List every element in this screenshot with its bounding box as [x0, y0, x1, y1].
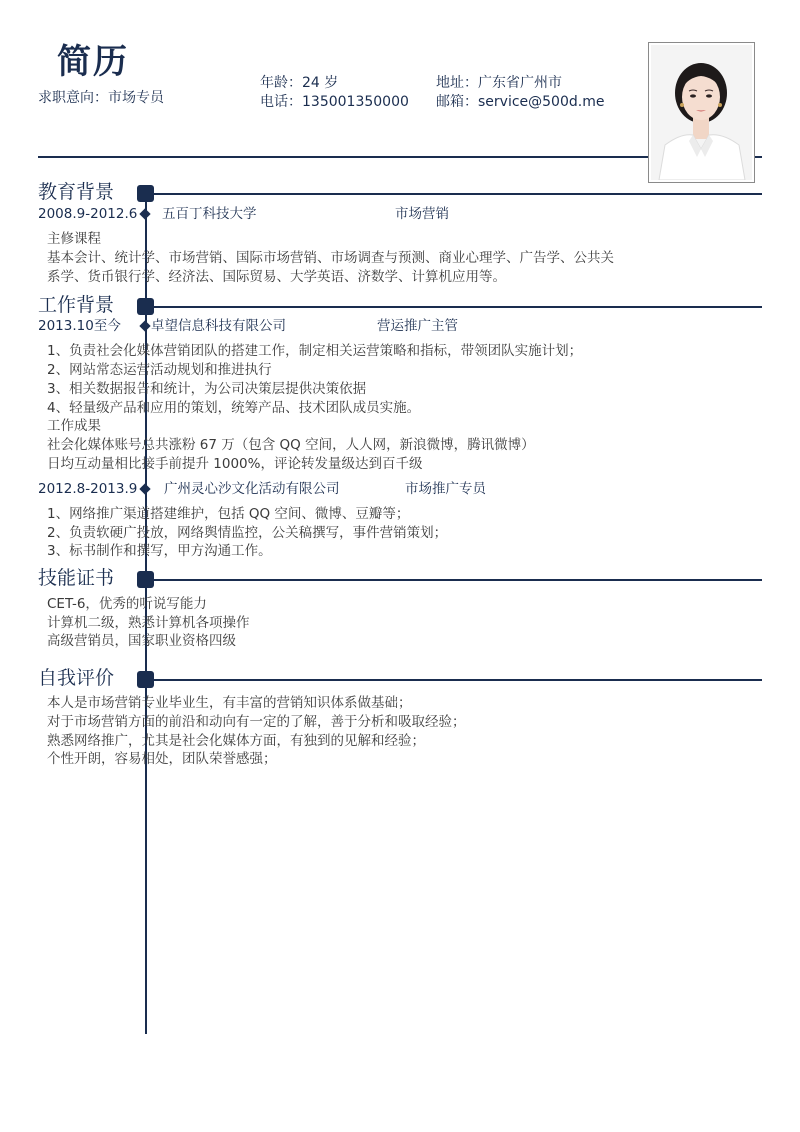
- section-title-work: 工作背景: [38, 294, 115, 316]
- email-info: 邮箱：service@500d.me: [436, 94, 605, 110]
- section-marker-self: [137, 671, 154, 688]
- job2-period: 2012.8-2013.9: [38, 481, 138, 497]
- job1-results-title: 工作成果: [47, 418, 101, 434]
- skill-item: CET-6，优秀的听说写能力: [47, 596, 207, 612]
- job2-duty: 2、负责软硬广投放，网络舆情监控，公关稿撰写，事件营销策划；: [47, 525, 448, 541]
- courses-line-1: 基本会计、统计学、市场营销、国际市场营销、市场调查与预测、商业心理学、广告学、公共关: [47, 250, 614, 266]
- section-marker-skills: [137, 571, 154, 588]
- job1-result: 社会化媒体账号总共涨粉 67 万（包含 QQ 空间，人人网，新浪微博，腾讯微博）: [47, 437, 535, 453]
- education-major: 市场营销: [395, 206, 449, 222]
- section-rule-education: [154, 193, 762, 195]
- job1-company: 卓望信息科技有限公司: [151, 318, 286, 334]
- job1-period: 2013.10至今: [38, 318, 121, 334]
- section-title-skills: 技能证书: [38, 567, 115, 589]
- job1-duty: 4、轻量级产品和应用的策划，统筹产品、技术团队成员实施。: [47, 400, 421, 416]
- courses-title: 主修课程: [47, 231, 101, 247]
- resume-title: 简历: [57, 42, 129, 82]
- section-title-self: 自我评价: [38, 667, 115, 689]
- skill-item: 计算机二级，熟悉计算机各项操作: [47, 615, 250, 631]
- header-divider: [38, 156, 648, 158]
- section-title-education: 教育背景: [38, 181, 115, 203]
- header-divider-end: [755, 156, 762, 158]
- section-marker-education: [137, 185, 154, 202]
- job1-result: 日均互动量相比接手前提升 1000%，评论转发量级达到百千级: [47, 456, 423, 472]
- self-item: 个性开朗，容易相处，团队荣誉感强；: [47, 751, 277, 767]
- skill-item: 高级营销员，国家职业资格四级: [47, 633, 236, 649]
- job2-duty: 3、标书制作和撰写，甲方沟通工作。: [47, 543, 272, 559]
- section-rule-self: [154, 679, 762, 681]
- section-marker-work: [137, 298, 154, 315]
- profile-photo-frame: [648, 42, 755, 183]
- job1-duty: 1、负责社会化媒体营销团队的搭建工作，制定相关运营策略和指标，带领团队实施计划；: [47, 343, 583, 359]
- self-item: 熟悉网络推广，尤其是社会化媒体方面，有独到的见解和经验；: [47, 733, 425, 749]
- job-intent: 求职意向：市场专员: [38, 90, 164, 106]
- age-info: 年龄：24 岁: [260, 75, 339, 91]
- education-school: 五百丁科技大学: [162, 206, 257, 222]
- profile-photo: [651, 45, 752, 180]
- timeline-diamond: [139, 483, 150, 494]
- job1-position: 营运推广主管: [377, 318, 458, 334]
- timeline-diamond: [139, 208, 150, 219]
- section-rule-skills: [154, 579, 762, 581]
- self-item: 本人是市场营销专业毕业生，有丰富的营销知识体系做基础；: [47, 695, 412, 711]
- phone-info: 电话：135001350000: [260, 94, 409, 110]
- timeline-diamond: [139, 320, 150, 331]
- courses-line-2: 系学、货币银行学、经济法、国际贸易、大学英语、济数学、计算机应用等。: [47, 269, 506, 285]
- job2-duty: 1、网络推广渠道搭建维护，包括 QQ 空间、微博、豆瓣等；: [47, 506, 410, 522]
- section-rule-work: [154, 306, 762, 308]
- job2-company: 广州灵心沙文化活动有限公司: [164, 481, 340, 497]
- job1-duty: 2、网站常态运营活动规划和推进执行: [47, 362, 272, 378]
- address-info: 地址：广东省广州市: [436, 75, 562, 91]
- education-period: 2008.9-2012.6: [38, 206, 138, 222]
- job2-position: 市场推广专员: [405, 481, 486, 497]
- job1-duty: 3、相关数据报告和统计，为公司决策层提供决策依据: [47, 381, 367, 397]
- self-item: 对于市场营销方面的前沿和动向有一定的了解，善于分析和吸取经验；: [47, 714, 466, 730]
